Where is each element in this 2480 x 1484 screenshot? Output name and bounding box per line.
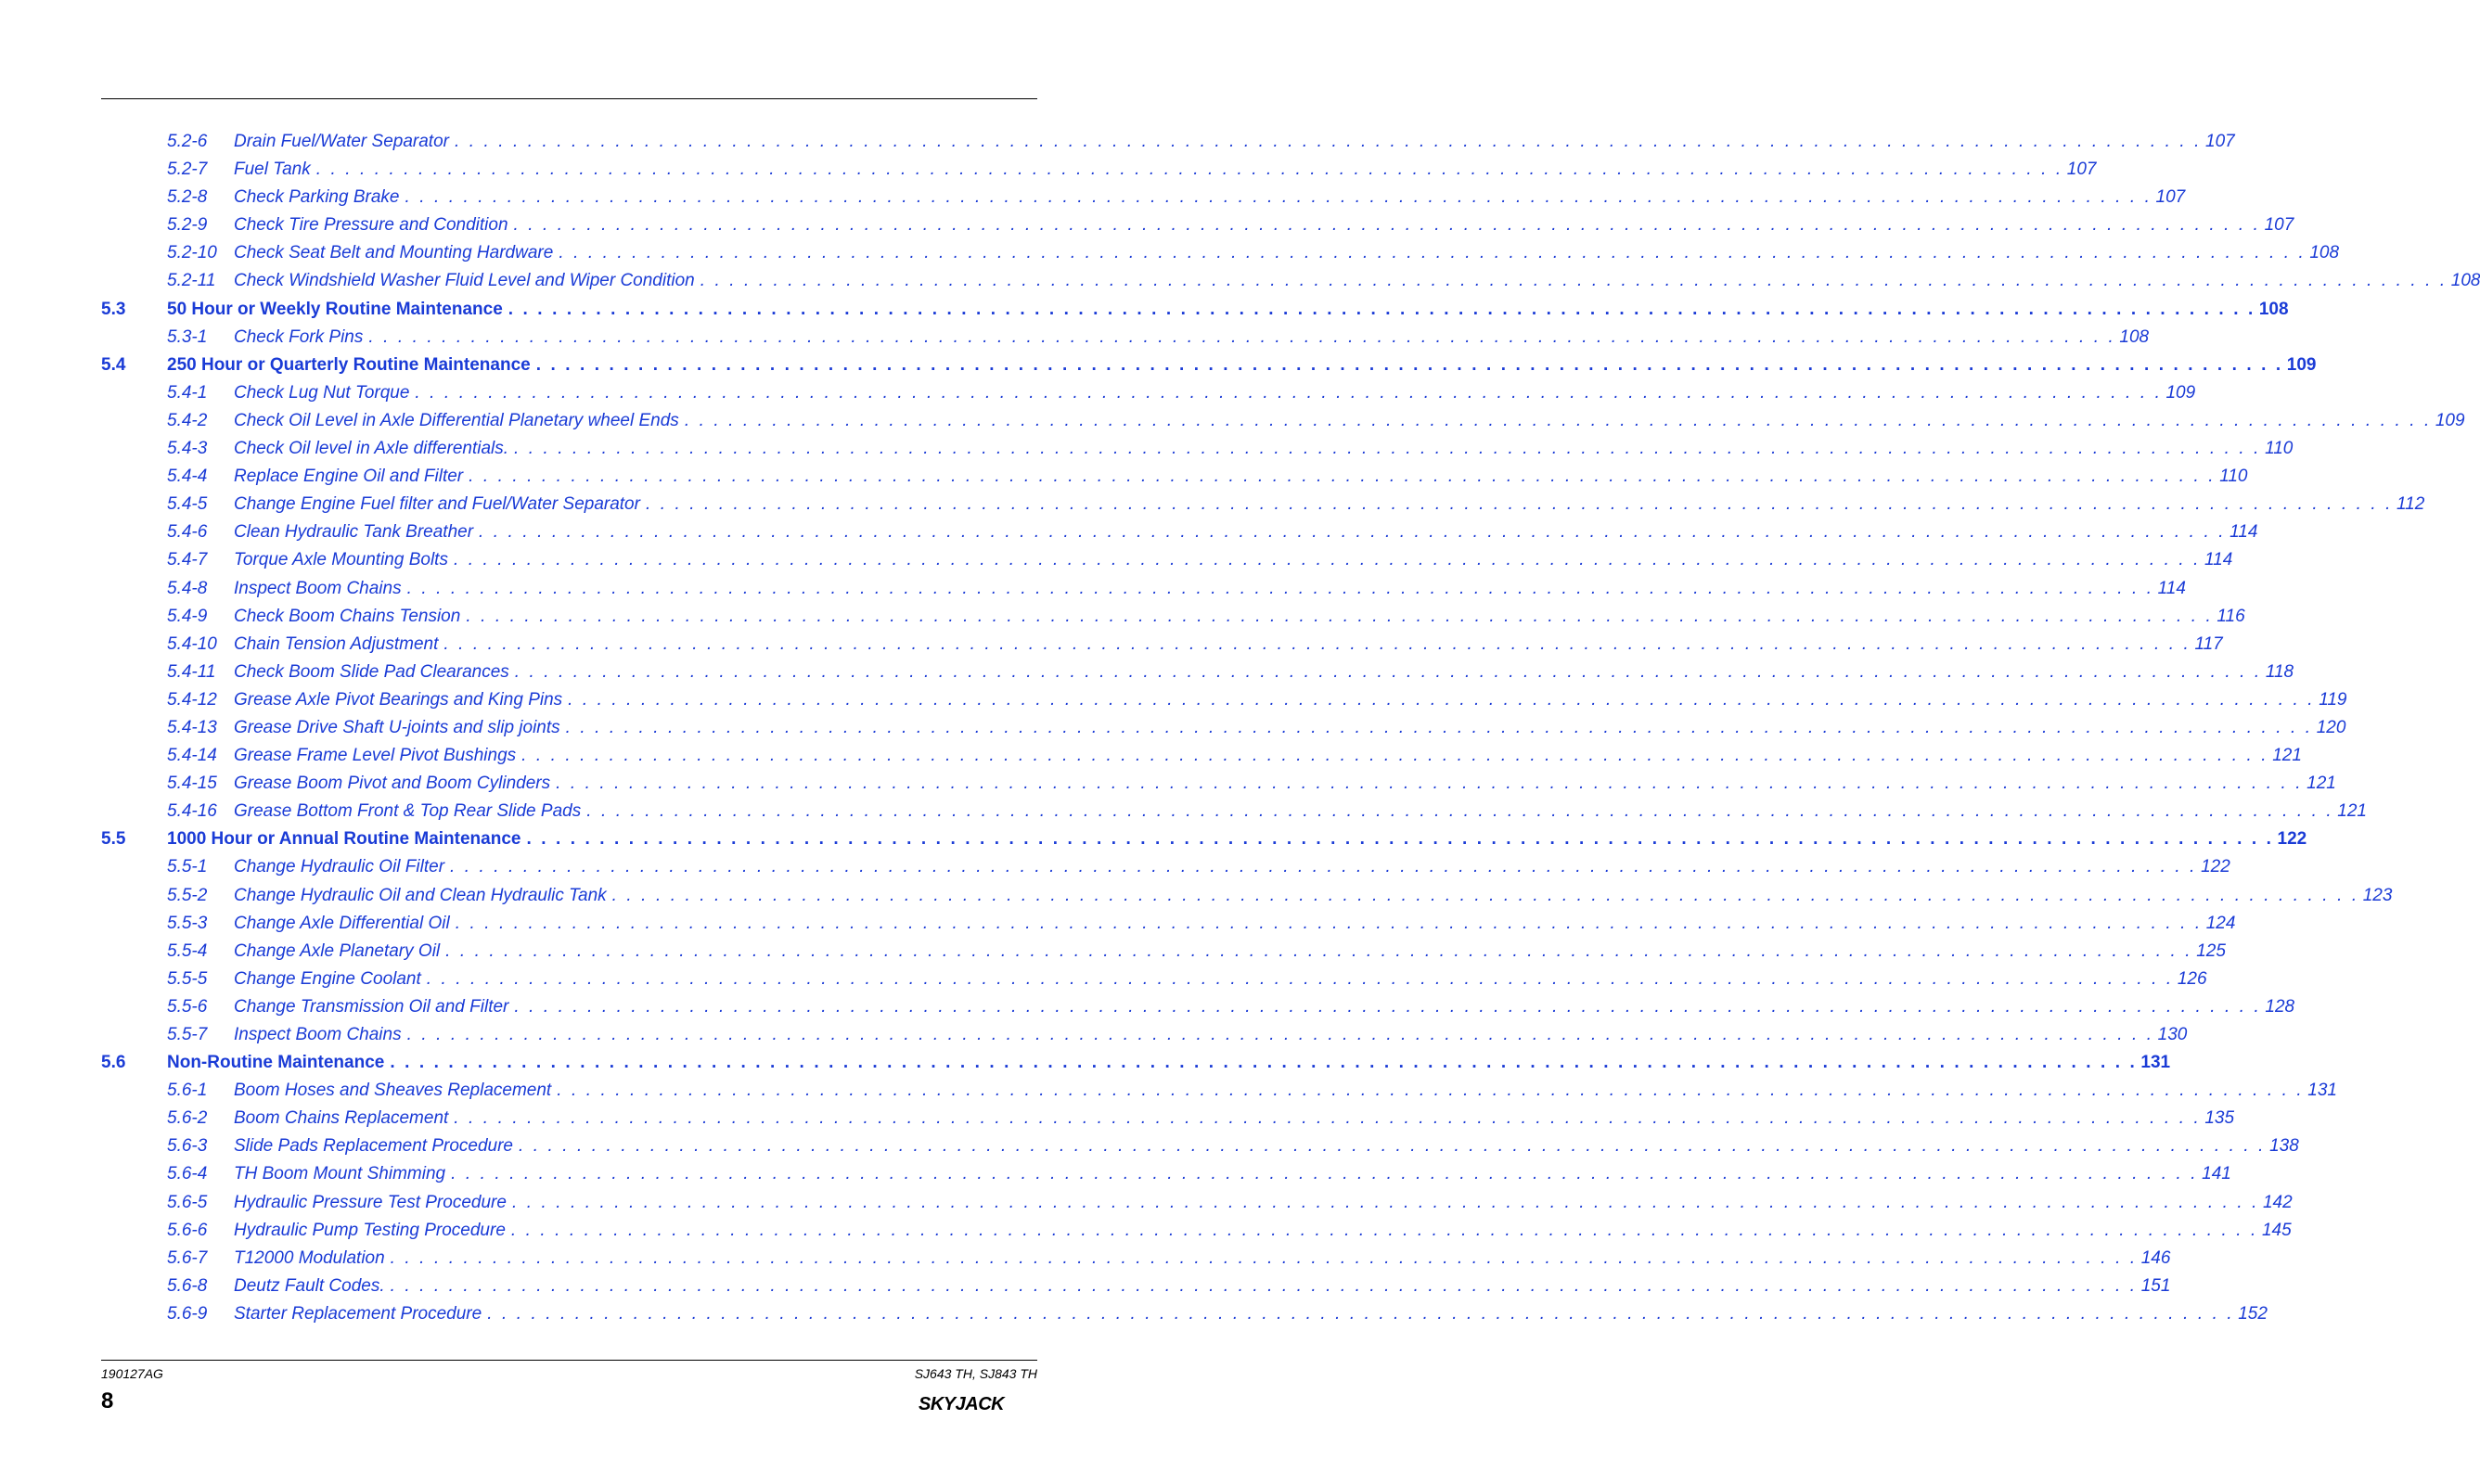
dot-leader: . . . . . . . . . . . . . . . . . . . . . . . . . . . . . . . . . . . . . . . . . . . . . . . . . . . . . . . . . . . . . . . . . . . . . . . . . . . . . . . . . . . . . . . . . . . . . . . . . . . . . . . . . . . . . . . . . . . . . . . . [514,996,2262,1017]
toc-number: 5.4-15 [167,774,217,794]
toc-entry[interactable] [0,603,2245,631]
toc-section[interactable] [0,825,2307,853]
toc-title[interactable]: Check Parking Brake [234,184,405,211]
toc-number: 5.4-6 [167,522,208,543]
toc-title[interactable]: Change Hydraulic Oil Filter [234,853,450,881]
toc-number: 5.6-7 [167,1247,208,1268]
dot-leader: . . . . . . . . . . . . . . . . . . . . . . . . . . . . . . . . . . . . . . . . . . . . . . . . . . . . . . . . . . . . . . . . . . . . . . . . . . . . . . . . . . . . . . . . . . . . . . . . . . . . . . . . . . . . . . . . . . . . . . . . [556,774,2304,794]
dot-leader: . . . . . . . . . . . . . . . . . . . . . . . . . . . . . . . . . . . . . . . . . . . . . . . . . . . . . . . . . . . . . . . . . . . . . . . . . . . . . . . . . . . . . . . . . . . . . . . . . . . . . . . . . . . . . . . . . . . . . . . . [315,160,2063,180]
toc-line [234,882,2393,910]
toc-page[interactable]: 125 [2196,940,2226,961]
toc-line [234,1160,2231,1188]
toc-entry[interactable] [0,491,2425,518]
dot-leader: . . . . . . . . . . . . . . . . . . . . . . . . . . . . . . . . . . . . . . . . . . . . . . . . . . . . . . . . . . . . . . . . . . . . . . . . . . . . . . . . . . . . . . . . . . . . . . . . . . . . . . . . . . . . . . . . . . . . . . . . [684,410,2432,430]
toc-entry[interactable] [0,770,2336,798]
toc-page[interactable]: 131 [2307,1081,2337,1101]
toc-section[interactable] [0,1049,2171,1077]
toc-entry[interactable] [0,1273,2171,1300]
toc-entry[interactable] [0,938,2226,966]
toc-number: 5.4-14 [167,746,217,766]
toc-title[interactable]: Drain Fuel/Water Separator [234,128,455,156]
toc-title[interactable]: Deutz Fault Codes. [234,1273,391,1300]
toc-page[interactable]: 119 [2319,689,2347,710]
toc-page[interactable]: 109 [2286,354,2317,375]
toc-page[interactable]: 110 [2265,439,2294,459]
toc-number: 5.6-9 [167,1303,208,1324]
toc-line [234,184,2186,211]
toc-entry[interactable] [0,1105,2235,1132]
toc-line [234,324,2150,352]
toc-entry[interactable] [0,184,2186,211]
toc-number: 5.2-7 [167,160,208,180]
toc-line [234,1105,2235,1132]
dot-leader: . . . . . . . . . . . . . . . . . . . . . . . . . . . . . . . . . . . . . . . . . . . . . . . . . . . . . . . . . . . . . . . . . . . . . . . . . . . . . . . . . . . . . . . . . . . . . . . . . . . . . . . . . . . . . . . . . . . . . . . . [390,1275,2138,1296]
toc-number: 5.2-10 [167,243,217,263]
footer-rule [101,1360,1037,1361]
toc-line [234,631,2223,659]
toc-page[interactable]: 130 [2157,1025,2188,1044]
toc-title[interactable]: 50 Hour or Weekly Routine Maintenance [167,296,508,324]
toc-number: 5.4-4 [167,467,208,487]
toc-line [234,435,2294,463]
dot-leader: . . . . . . . . . . . . . . . . . . . . . . . . . . . . . . . . . . . . . . . . . . . . . . . . . . . . . . . . . . . . . . . . . . . . . . . . . . . . . . . . . . . . . . . . . . . . . . . . . . . . . . . . . . . . . . . . . . . . . . . . [390,1053,2138,1073]
dot-leader: . . . . . . . . . . . . . . . . . . . . . . . . . . . . . . . . . . . . . . . . . . . . . . . . . . . . . . . . . . . . . . . . . . . . . . . . . . . . . . . . . . . . . . . . . . . . . . . . . . . . . . . . . . . . . . . . . . . . . . . . [535,354,2283,375]
toc-number: 5.2-8 [167,187,208,208]
toc-number: 5.4-11 [167,661,216,682]
toc-entry[interactable] [0,575,2186,603]
toc-number: 5.5-5 [167,968,208,989]
toc-entry[interactable] [0,324,2150,352]
toc-title[interactable]: Change Transmission Oil and Filter [234,993,514,1021]
toc-line [234,546,2233,574]
dot-leader: . . . . . . . . . . . . . . . . . . . . . . . . . . . . . . . . . . . . . . . . . . . . . . . . . . . . . . . . . . . . . . . . . . . . . . . . . . . . . . . . . . . . . . . . . . . . . . . . . . . . . . . . . . . . . . . . . . . . . . . . [469,467,2217,487]
logo-text: SKYJACK [919,1394,1005,1414]
toc-number: 5.4-16 [167,801,217,822]
toc-line [234,798,2367,825]
toc-line [234,1273,2171,1300]
toc-title[interactable]: Check Tire Pressure and Condition [234,211,514,239]
toc-line [234,1189,2293,1217]
toc-title[interactable]: Clean Hydraulic Tank Breather [234,518,479,546]
toc-page[interactable]: 107 [2066,160,2097,180]
toc-number: 5.6-2 [167,1108,208,1129]
toc-line [234,993,2295,1021]
toc-title[interactable]: Check Oil level in Axle differentials. [234,435,514,463]
toc-entry[interactable] [0,156,2097,184]
toc-page[interactable]: 121 [2307,774,2336,794]
toc-page[interactable]: 138 [2269,1136,2299,1157]
skyjack-logo [919,1392,1037,1413]
toc-page[interactable]: 108 [2450,271,2480,291]
toc-title[interactable]: Check Seat Belt and Mounting Hardware [234,239,559,267]
toc-page[interactable]: 114 [2229,522,2258,543]
toc-page[interactable]: 121 [2337,801,2367,822]
toc-page[interactable]: 146 [2140,1247,2171,1268]
toc-page[interactable]: 122 [2201,857,2230,877]
toc-line [234,603,2245,631]
toc-number: 5.6 [101,1053,126,1073]
toc-page[interactable]: 108 [2258,299,2289,319]
toc-line [234,156,2097,184]
toc-page[interactable]: 122 [2277,829,2307,850]
dot-leader: . . . . . . . . . . . . . . . . . . . . . . . . . . . . . . . . . . . . . . . . . . . . . . . . . . . . . . . . . . . . . . . . . . . . . . . . . . . . . . . . . . . . . . . . . . . . . . . . . . . . . . . . . . . . . . . . . . . . . . . . [479,522,2227,543]
toc-entry[interactable] [0,128,2235,156]
toc-page[interactable]: 141 [2202,1164,2231,1184]
toc-line [234,239,2340,267]
toc-number: 5.4-13 [167,717,217,737]
toc-title[interactable]: Fuel Tank [234,156,316,184]
toc-entry[interactable] [0,1217,2292,1245]
dot-leader: . . . . . . . . . . . . . . . . . . . . . . . . . . . . . . . . . . . . . . . . . . . . . . . . . . . . . . . . . . . . . . . . . . . . . . . . . . . . . . . . . . . . . . . . . . . . . . . . . . . . . . . . . . . . . . . . . . . . . . . . [453,550,2201,570]
dot-leader: . . . . . . . . . . . . . . . . . . . . . . . . . . . . . . . . . . . . . . . . . . . . . . . . . . . . . . . . . . . . . . . . . . . . . . . . . . . . . . . . . . . . . . . . . . . . . . . . . . . . . . . . . . . . . . . . . . . . . . . . [526,829,2274,850]
toc-page[interactable]: 120 [2316,717,2346,737]
toc-number: 5.4 [101,354,126,375]
toc-number: 5.4-1 [167,382,208,403]
toc-entry[interactable] [0,1077,2337,1105]
toc-title[interactable]: 250 Hour or Quarterly Routine Maintenance [167,352,536,379]
toc-page[interactable]: 107 [2205,132,2235,151]
toc-number: 5.6-6 [167,1220,208,1240]
header-rule [101,98,1037,99]
toc-title[interactable]: Check Boom Slide Pad Clearances [234,659,515,686]
toc-line [234,518,2258,546]
dot-leader: . . . . . . . . . . . . . . . . . . . . . . . . . . . . . . . . . . . . . . . . . . . . . . . . . . . . . . . . . . . . . . . . . . . . . . . . . . . . . . . . . . . . . . . . . . . . . . . . . . . . . . . . . . . . . . . . . . . . . . . . [514,661,2262,682]
toc-number: 5.4-10 [167,633,217,654]
toc-entry[interactable] [0,631,2223,659]
toc-entry[interactable] [0,853,2230,881]
toc-line [234,491,2425,518]
toc-title[interactable]: Non-Routine Maintenance [167,1049,390,1077]
toc-title[interactable]: Grease Frame Level Pivot Bushings [234,742,521,770]
toc-page[interactable]: 114 [2157,578,2186,598]
dot-leader: . . . . . . . . . . . . . . . . . . . . . . . . . . . . . . . . . . . . . . . . . . . . . . . . . . . . . . . . . . . . . . . . . . . . . . . . . . . . . . . . . . . . . . . . . . . . . . . . . . . . . . . . . . . . . . . . . . . . . . . . [455,913,2203,933]
toc-page[interactable]: 142 [2262,1192,2293,1212]
toc-title[interactable]: Torque Axle Mounting Bolts [234,546,454,574]
toc-number: 5.4-9 [167,606,208,626]
model-name: SJ643 TH, SJ843 TH [914,1366,1037,1381]
toc-title[interactable]: Change Engine Coolant [234,966,427,993]
toc-line [234,267,2480,295]
toc-number: 5.5 [101,829,126,850]
dot-leader: . . . . . . . . . . . . . . . . . . . . . . . . . . . . . . . . . . . . . . . . . . . . . . . . . . . . . . . . . . . . . . . . . . . . . . . . . . . . . . . . . . . . . . . . . . . . . . . . . . . . . . . . . . . . . . . . . . . . . . . . [611,885,2359,905]
dot-leader: . . . . . . . . . . . . . . . . . . . . . . . . . . . . . . . . . . . . . . . . . . . . . . . . . . . . . . . . . . . . . . . . . . . . . . . . . . . . . . . . . . . . . . . . . . . . . . . . . . . . . . . . . . . . . . . . . . . . . . . . [466,606,2214,626]
toc-line [167,825,2307,853]
dot-leader: . . . . . . . . . . . . . . . . . . . . . . . . . . . . . . . . . . . . . . . . . . . . . . . . . . . . . . . . . . . . . . . . . . . . . . . . . . . . . . . . . . . . . . . . . . . . . . . . . . . . . . . . . . . . . . . . . . . . . . . . [565,717,2313,737]
toc-number: 5.5-3 [167,913,208,933]
toc-page[interactable]: 128 [2265,996,2295,1017]
toc-page[interactable]: 114 [2204,550,2233,570]
toc-title[interactable]: Check Lug Nut Torque [234,379,415,407]
toc-entry[interactable] [0,463,2248,491]
toc-section[interactable] [0,296,2289,324]
toc-number: 5.4-5 [167,494,208,515]
toc-page[interactable]: 131 [2140,1053,2171,1073]
dot-leader: . . . . . . . . . . . . . . . . . . . . . . . . . . . . . . . . . . . . . . . . . . . . . . . . . . . . . . . . . . . . . . . . . . . . . . . . . . . . . . . . . . . . . . . . . . . . . . . . . . . . . . . . . . . . . . . . . . . . . . . . [368,326,2116,347]
toc-number: 5.3 [101,299,126,319]
dot-leader: . . . . . . . . . . . . . . . . . . . . . . . . . . . . . . . . . . . . . . . . . . . . . . . . . . . . . . . . . . . . . . . . . . . . . . . . . . . . . . . . . . . . . . . . . . . . . . . . . . . . . . . . . . . . . . . . . . . . . . . . [513,215,2261,236]
toc-line [234,407,2465,435]
toc-title[interactable]: Boom Hoses and Sheaves Replacement [234,1077,557,1105]
toc-entry[interactable] [0,1160,2231,1188]
toc-title[interactable]: Slide Pads Replacement Procedure [234,1132,519,1160]
toc-line [234,686,2347,714]
toc-entry[interactable] [0,267,2480,295]
toc-line [234,966,2207,993]
toc-line [234,211,2294,239]
dot-leader: . . . . . . . . . . . . . . . . . . . . . . . . . . . . . . . . . . . . . . . . . . . . . . . . . . . . . . . . . . . . . . . . . . . . . . . . . . . . . . . . . . . . . . . . . . . . . . . . . . . . . . . . . . . . . . . . . . . . . . . . [510,1220,2258,1240]
toc-title[interactable]: T12000 Modulation [234,1245,391,1273]
toc-page[interactable]: 107 [2155,187,2186,208]
toc-title[interactable]: Boom Chains Replacement [234,1105,454,1132]
toc-title[interactable]: Inspect Boom Chains [234,1021,407,1049]
table-of-contents [0,128,2480,1328]
toc-page[interactable]: 123 [2362,885,2393,905]
toc-line [234,1132,2299,1160]
toc-page[interactable]: 116 [2217,606,2245,626]
toc-page[interactable]: 126 [2177,968,2207,989]
toc-page[interactable]: 109 [2165,382,2196,403]
dot-leader: . . . . . . . . . . . . . . . . . . . . . . . . . . . . . . . . . . . . . . . . . . . . . . . . . . . . . . . . . . . . . . . . . . . . . . . . . . . . . . . . . . . . . . . . . . . . . . . . . . . . . . . . . . . . . . . . . . . . . . . . [426,968,2174,989]
toc-number: 5.4-8 [167,578,208,598]
toc-line [234,379,2196,407]
dot-leader: . . . . . . . . . . . . . . . . . . . . . . . . . . . . . . . . . . . . . . . . . . . . . . . . . . . . . . . . . . . . . . . . . . . . . . . . . . . . . . . . . . . . . . . . . . . . . . . . . . . . . . . . . . . . . . . . . . . . . . . . [415,382,2163,403]
toc-number: 5.6-3 [167,1136,208,1157]
toc-title[interactable]: Change Axle Differential Oil [234,910,456,938]
toc-page[interactable]: 152 [2238,1303,2268,1324]
toc-title[interactable]: Hydraulic Pressure Test Procedure [234,1189,512,1217]
toc-number: 5.6-8 [167,1275,208,1296]
toc-entry[interactable] [0,659,2294,686]
toc-number: 5.6-5 [167,1192,208,1212]
toc-entry[interactable] [0,714,2346,742]
toc-title[interactable]: Grease Boom Pivot and Boom Cylinders [234,770,556,798]
dot-leader: . . . . . . . . . . . . . . . . . . . . . . . . . . . . . . . . . . . . . . . . . . . . . . . . . . . . . . . . . . . . . . . . . . . . . . . . . . . . . . . . . . . . . . . . . . . . . . . . . . . . . . . . . . . . . . . . . . . . . . . . [406,1025,2154,1044]
toc-line [234,128,2235,156]
document-code: 190127AG [101,1366,163,1381]
toc-number: 5.2-11 [167,271,216,291]
toc-page[interactable]: 108 [2309,243,2340,263]
toc-entry[interactable] [0,910,2236,938]
toc-number: 5.4-7 [167,550,208,570]
toc-title[interactable]: Check Fork Pins [234,324,368,352]
toc-entry[interactable] [0,435,2294,463]
toc-entry[interactable] [0,1300,2268,1328]
toc-number: 5.5-1 [167,857,208,877]
toc-line [234,853,2230,881]
toc-entry[interactable] [0,379,2196,407]
toc-entry[interactable] [0,546,2233,574]
toc-page[interactable]: 109 [2435,410,2465,430]
dot-leader: . . . . . . . . . . . . . . . . . . . . . . . . . . . . . . . . . . . . . . . . . . . . . . . . . . . . . . . . . . . . . . . . . . . . . . . . . . . . . . . . . . . . . . . . . . . . . . . . . . . . . . . . . . . . . . . . . . . . . . . . [586,801,2334,822]
toc-line [234,938,2226,966]
dot-leader: . . . . . . . . . . . . . . . . . . . . . . . . . . . . . . . . . . . . . . . . . . . . . . . . . . . . . . . . . . . . . . . . . . . . . . . . . . . . . . . . . . . . . . . . . . . . . . . . . . . . . . . . . . . . . . . . . . . . . . . . [700,271,2448,291]
dot-leader: . . . . . . . . . . . . . . . . . . . . . . . . . . . . . . . . . . . . . . . . . . . . . . . . . . . . . . . . . . . . . . . . . . . . . . . . . . . . . . . . . . . . . . . . . . . . . . . . . . . . . . . . . . . . . . . . . . . . . . . . [557,1081,2305,1101]
toc-number: 5.5-7 [167,1025,208,1044]
toc-number: 5.2-9 [167,215,208,236]
toc-number: 5.5-4 [167,940,208,961]
toc-title[interactable]: Replace Engine Oil and Filter [234,463,469,491]
toc-line [234,575,2186,603]
toc-entry[interactable] [0,1189,2293,1217]
toc-page[interactable]: 107 [2264,215,2294,236]
toc-line [167,352,2317,379]
dot-leader: . . . . . . . . . . . . . . . . . . . . . . . . . . . . . . . . . . . . . . . . . . . . . . . . . . . . . . . . . . . . . . . . . . . . . . . . . . . . . . . . . . . . . . . . . . . . . . . . . . . . . . . . . . . . . . . . . . . . . . . . [405,187,2152,208]
dot-leader: . . . . . . . . . . . . . . . . . . . . . . . . . . . . . . . . . . . . . . . . . . . . . . . . . . . . . . . . . . . . . . . . . . . . . . . . . . . . . . . . . . . . . . . . . . . . . . . . . . . . . . . . . . . . . . . . . . . . . . . . [454,132,2203,151]
page-number: 8 [101,1388,114,1414]
toc-title[interactable]: Change Engine Fuel filter and Fuel/Water Separator [234,491,646,518]
toc-entry[interactable] [0,1021,2188,1049]
toc-line [234,659,2294,686]
toc-title[interactable]: Grease Bottom Front & Top Rear Slide Pads [234,798,586,825]
dot-leader: . . . . . . . . . . . . . . . . . . . . . . . . . . . . . . . . . . . . . . . . . . . . . . . . . . . . . . . . . . . . . . . . . . . . . . . . . . . . . . . . . . . . . . . . . . . . . . . . . . . . . . . . . . . . . . . . . . . . . . . . [521,746,2269,766]
toc-entry[interactable] [0,211,2294,239]
toc-line [234,1217,2292,1245]
dot-leader: . . . . . . . . . . . . . . . . . . . . . . . . . . . . . . . . . . . . . . . . . . . . . . . . . . . . . . . . . . . . . . . . . . . . . . . . . . . . . . . . . . . . . . . . . . . . . . . . . . . . . . . . . . . . . . . . . . . . . . . . [443,633,2191,654]
dot-leader: . . . . . . . . . . . . . . . . . . . . . . . . . . . . . . . . . . . . . . . . . . . . . . . . . . . . . . . . . . . . . . . . . . . . . . . . . . . . . . . . . . . . . . . . . . . . . . . . . . . . . . . . . . . . . . . . . . . . . . . . [390,1247,2138,1268]
dot-leader: . . . . . . . . . . . . . . . . . . . . . . . . . . . . . . . . . . . . . . . . . . . . . . . . . . . . . . . . . . . . . . . . . . . . . . . . . . . . . . . . . . . . . . . . . . . . . . . . . . . . . . . . . . . . . . . . . . . . . . . . [508,299,2255,319]
toc-number: 5.5-6 [167,996,208,1017]
toc-line [234,1021,2188,1049]
toc-line [234,1300,2268,1328]
toc-number: 5.3-1 [167,326,208,347]
dot-leader: . . . . . . . . . . . . . . . . . . . . . . . . . . . . . . . . . . . . . . . . . . . . . . . . . . . . . . . . . . . . . . . . . . . . . . . . . . . . . . . . . . . . . . . . . . . . . . . . . . . . . . . . . . . . . . . . . . . . . . . . [519,1136,2267,1157]
toc-entry[interactable] [0,966,2207,993]
toc-entry[interactable] [0,1245,2171,1273]
dot-leader: . . . . . . . . . . . . . . . . . . . . . . . . . . . . . . . . . . . . . . . . . . . . . . . . . . . . . . . . . . . . . . . . . . . . . . . . . . . . . . . . . . . . . . . . . . . . . . . . . . . . . . . . . . . . . . . . . . . . . . . . [511,1192,2259,1212]
dot-leader: . . . . . . . . . . . . . . . . . . . . . . . . . . . . . . . . . . . . . . . . . . . . . . . . . . . . . . . . . . . . . . . . . . . . . . . . . . . . . . . . . . . . . . . . . . . . . . . . . . . . . . . . . . . . . . . . . . . . . . . . [406,578,2154,598]
toc-entry[interactable] [0,882,2393,910]
toc-title[interactable]: Hydraulic Pump Testing Procedure [234,1217,511,1245]
toc-page[interactable]: 151 [2140,1275,2171,1296]
toc-page[interactable]: 145 [2261,1220,2292,1240]
toc-line [234,714,2346,742]
toc-title[interactable]: Starter Replacement Procedure [234,1300,487,1328]
toc-page[interactable]: 110 [2219,467,2248,487]
toc-title[interactable]: Check Boom Chains Tension [234,603,466,631]
dot-leader: . . . . . . . . . . . . . . . . . . . . . . . . . . . . . . . . . . . . . . . . . . . . . . . . . . . . . . . . . . . . . . . . . . . . . . . . . . . . . . . . . . . . . . . . . . . . . . . . . . . . . . . . . . . . . . . . . . . . . . . . [454,1108,2202,1129]
toc-title[interactable]: Grease Drive Shaft U-joints and slip joints [234,714,566,742]
toc-title[interactable]: Inspect Boom Chains [234,575,407,603]
toc-entry[interactable] [0,993,2295,1021]
toc-line [234,463,2248,491]
toc-line [234,770,2336,798]
toc-title[interactable]: Check Oil Level in Axle Differential Planetary wheel Ends [234,407,685,435]
toc-title[interactable]: Grease Axle Pivot Bearings and King Pins [234,686,568,714]
toc-line [234,1077,2337,1105]
toc-title[interactable]: Check Windshield Washer Fluid Level and Wiper Condition [234,267,700,295]
toc-title[interactable]: 1000 Hour or Annual Routine Maintenance [167,825,526,853]
toc-line [234,910,2236,938]
toc-number: 5.4-3 [167,439,208,459]
toc-title[interactable]: TH Boom Mount Shimming [234,1160,451,1188]
toc-page[interactable]: 108 [2119,326,2150,347]
toc-title[interactable]: Change Axle Planetary Oil [234,938,445,966]
toc-page[interactable]: 135 [2204,1108,2235,1129]
toc-page[interactable]: 118 [2265,661,2294,682]
toc-page[interactable]: 117 [2194,633,2223,654]
toc-number: 5.2-6 [167,132,208,151]
toc-title[interactable]: Change Hydraulic Oil and Clean Hydraulic Tank [234,882,612,910]
toc-entry[interactable] [0,239,2340,267]
toc-line [234,1245,2171,1273]
toc-number: 5.4-12 [167,689,217,710]
toc-line [167,1049,2171,1077]
toc-number: 5.6-4 [167,1164,208,1184]
toc-line [234,742,2302,770]
toc-number: 5.5-2 [167,885,208,905]
toc-page[interactable]: 121 [2272,746,2302,766]
toc-entry[interactable] [0,686,2347,714]
dot-leader: . . . . . . . . . . . . . . . . . . . . . . . . . . . . . . . . . . . . . . . . . . . . . . . . . . . . . . . . . . . . . . . . . . . . . . . . . . . . . . . . . . . . . . . . . . . . . . . . . . . . . . . . . . . . . . . . . . . . . . . . [568,689,2316,710]
dot-leader: . . . . . . . . . . . . . . . . . . . . . . . . . . . . . . . . . . . . . . . . . . . . . . . . . . . . . . . . . . . . . . . . . . . . . . . . . . . . . . . . . . . . . . . . . . . . . . . . . . . . . . . . . . . . . . . . . . . . . . . . [445,940,2193,961]
toc-section[interactable] [0,352,2317,379]
toc-entry[interactable] [0,407,2465,435]
dot-leader: . . . . . . . . . . . . . . . . . . . . . . . . . . . . . . . . . . . . . . . . . . . . . . . . . . . . . . . . . . . . . . . . . . . . . . . . . . . . . . . . . . . . . . . . . . . . . . . . . . . . . . . . . . . . . . . . . . . . . . . . [514,439,2262,459]
toc-number: 5.6-1 [167,1081,208,1101]
dot-leader: . . . . . . . . . . . . . . . . . . . . . . . . . . . . . . . . . . . . . . . . . . . . . . . . . . . . . . . . . . . . . . . . . . . . . . . . . . . . . . . . . . . . . . . . . . . . . . . . . . . . . . . . . . . . . . . . . . . . . . . . [559,243,2307,263]
toc-entry[interactable] [0,518,2258,546]
toc-entry[interactable] [0,798,2367,825]
dot-leader: . . . . . . . . . . . . . . . . . . . . . . . . . . . . . . . . . . . . . . . . . . . . . . . . . . . . . . . . . . . . . . . . . . . . . . . . . . . . . . . . . . . . . . . . . . . . . . . . . . . . . . . . . . . . . . . . . . . . . . . . [645,494,2394,515]
dot-leader: . . . . . . . . . . . . . . . . . . . . . . . . . . . . . . . . . . . . . . . . . . . . . . . . . . . . . . . . . . . . . . . . . . . . . . . . . . . . . . . . . . . . . . . . . . . . . . . . . . . . . . . . . . . . . . . . . . . . . . . . [487,1303,2235,1324]
dot-leader: . . . . . . . . . . . . . . . . . . . . . . . . . . . . . . . . . . . . . . . . . . . . . . . . . . . . . . . . . . . . . . . . . . . . . . . . . . . . . . . . . . . . . . . . . . . . . . . . . . . . . . . . . . . . . . . . . . . . . . . . [451,1164,2199,1184]
dot-leader: . . . . . . . . . . . . . . . . . . . . . . . . . . . . . . . . . . . . . . . . . . . . . . . . . . . . . . . . . . . . . . . . . . . . . . . . . . . . . . . . . . . . . . . . . . . . . . . . . . . . . . . . . . . . . . . . . . . . . . . . [450,857,2198,877]
toc-title[interactable]: Chain Tension Adjustment [234,631,443,659]
toc-page[interactable]: 112 [2396,494,2425,515]
toc-number: 5.4-2 [167,410,208,430]
toc-page[interactable]: 124 [2205,913,2236,933]
toc-entry[interactable] [0,742,2302,770]
toc-entry[interactable] [0,1132,2299,1160]
toc-line [167,296,2289,324]
